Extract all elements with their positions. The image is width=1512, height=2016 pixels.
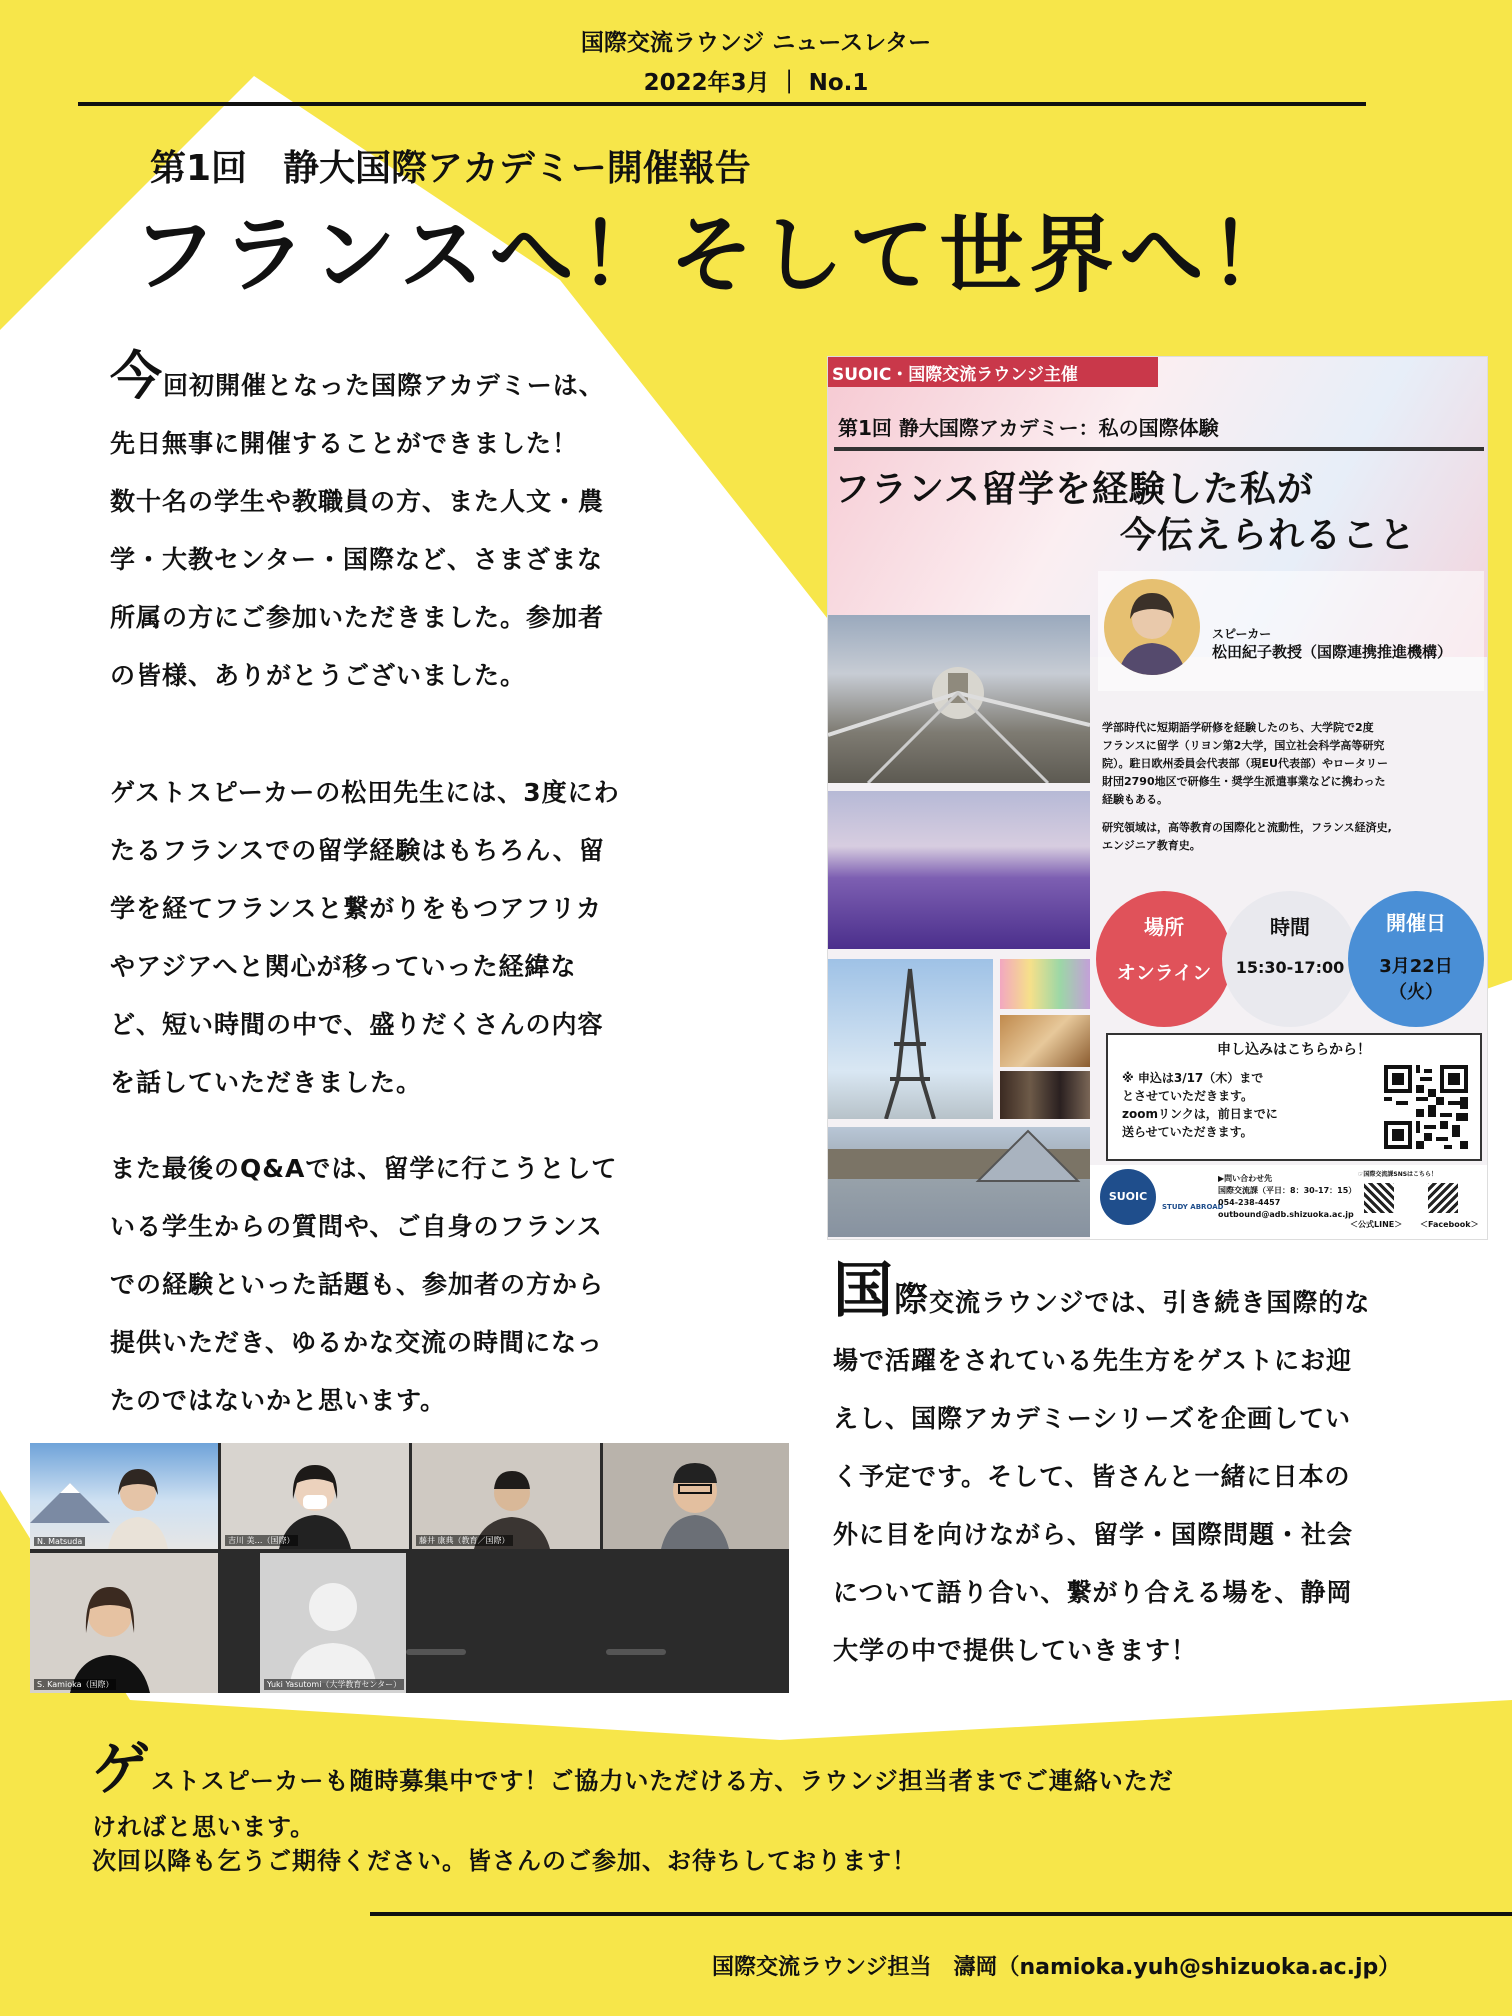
- para-line: いる学生からの質問や、ご自身のフランス: [110, 1212, 603, 1241]
- louvre-photo: [828, 1127, 1090, 1237]
- para-line: く予定です。そして、皆さんと一緒に日本の: [833, 1462, 1351, 1491]
- para-line: たるフランスでの留学経験はもちろん、留: [110, 836, 605, 865]
- suoic-logo-sub: STUDY ABROAD: [1162, 1203, 1224, 1211]
- apply-box: 申し込みはこちらから！ ※ 申込は3/17（木）まで とさせていただきます。 zoomリンクは，前日までに 送らせていただきます。: [1106, 1033, 1482, 1161]
- para-line: を話していただきました。: [110, 1068, 423, 1097]
- macaron-photo: [1000, 959, 1090, 1009]
- date-circle: 開催日 3月22日 （火）: [1348, 891, 1484, 1027]
- para-line: 学を経てフランスと繋がりをもつアフリカ: [110, 894, 603, 923]
- time-circle: 時間 15:30-17:00: [1222, 891, 1358, 1027]
- para-line: ゲストスピーカーの松田先生には、3度にわ: [110, 778, 620, 807]
- flyer-organizer: SUOIC・国際交流ラウンジ主催: [832, 365, 1078, 385]
- sns-title: ☞国際交流課SNSはこちら！: [1358, 1171, 1438, 1178]
- flyer-title-line2: 今伝えられること: [1120, 515, 1417, 556]
- eiffel-tower-photo: [828, 959, 993, 1119]
- flyer-contact: ▶問い合わせ先 国際交流課（平日：8：30-17：15） 054-238-4457 outbound@adb.shizuoka.ac.jp: [1218, 1174, 1357, 1219]
- line-qr-icon[interactable]: [1364, 1183, 1394, 1213]
- headline-kicker: 第1回 静大国際アカデミー開催報告: [150, 148, 751, 189]
- suoic-logo: SUOIC: [1100, 1169, 1156, 1225]
- paris-aerial-photo: [828, 615, 1090, 783]
- closing-line: ければと思います。: [92, 1813, 316, 1841]
- zoom-scroll-indicator[interactable]: [606, 1649, 666, 1655]
- drop-cap: ゲ: [92, 1735, 152, 1803]
- para-line: について語り合い、繋がり合える場を、静岡: [833, 1578, 1353, 1607]
- intro-line: の皆様、ありがとうございました。: [110, 661, 527, 690]
- intro-line: 学・大教センター・国際など、さまざまな: [110, 545, 604, 574]
- drop-cap: 国: [833, 1256, 894, 1326]
- para-line: えし、国際アカデミーシリーズを企画してい: [833, 1404, 1352, 1433]
- speaker-name: 松田紀子教授（国際連携推進機構）: [1212, 643, 1453, 661]
- zoom-screenshot: [30, 1443, 789, 1693]
- intro-line: 先日無事に開催することができました！: [110, 429, 579, 458]
- flyer-subtitle: 第1回 静大国際アカデミー：私の国際体験: [838, 416, 1219, 440]
- participant-tile: Yuki Yasutomi（大学教育センター）: [260, 1553, 406, 1693]
- speaker-role: スピーカー: [1212, 627, 1272, 641]
- wine-photo: [1000, 1071, 1090, 1119]
- place-circle: 場所 オンライン: [1096, 891, 1232, 1027]
- zoom-scroll-indicator[interactable]: [406, 1649, 466, 1655]
- speaker-paragraph: [110, 764, 740, 1112]
- event-flyer: [827, 356, 1488, 1240]
- speaker-photo: [1104, 579, 1200, 675]
- headline-title: フランスへ！そして世界へ！: [132, 206, 1300, 304]
- para-line: 提供いただき、ゆるかな交流の時間になっ: [110, 1328, 604, 1357]
- para-line: での経験といった話題も、参加者の方から: [110, 1270, 605, 1299]
- issue-info: 2022年3月 ｜ No.1: [643, 70, 869, 96]
- sns-line-label: ＜公式LINE＞: [1350, 1220, 1403, 1229]
- participant-tile: [603, 1443, 789, 1549]
- participant-tile: 吉川 美…（国際）: [221, 1443, 409, 1549]
- para-line: 大学の中で提供していきます！: [833, 1636, 1198, 1665]
- closing-line: 次回以降も乞うご期待ください。皆さんのご参加、お待ちしております！: [92, 1847, 917, 1875]
- sns-facebook-label: ＜Facebook＞: [1420, 1220, 1479, 1229]
- para-line: やアジアへと関心が移っていった経緯な: [110, 952, 577, 981]
- para-line: 場で活躍をされている先生方をゲストにお迎: [833, 1346, 1353, 1375]
- qa-paragraph: [110, 1140, 740, 1430]
- facebook-qr-icon[interactable]: [1428, 1183, 1458, 1213]
- para-line: ど、短い時間の中で、盛りだくさんの内容: [110, 1010, 604, 1039]
- lavender-field-photo: [828, 791, 1090, 949]
- participant-tile: 藤井 康典（教育／国際）: [412, 1443, 600, 1549]
- para-line: 外に目を向けながら、留学・国際問題・社会: [833, 1520, 1354, 1549]
- intro-line: 数十名の学生や教職員の方、また人文・農: [110, 487, 605, 516]
- newsletter-title: 国際交流ラウンジ ニュースレター: [580, 30, 932, 56]
- closing-paragraph: ゲストスピーカーも随時募集中です！ご協力いただける方、ラウンジ担当者までご連絡いただ ければと思います。 次回以降も乞うご期待ください。皆さんのご参加、お待ちしております！: [92, 1740, 1492, 1878]
- header-rule: [78, 102, 1366, 106]
- para-line: また最後のQ&Aでは、留学に行こうとして: [110, 1154, 618, 1183]
- flyer-rule: [834, 447, 1484, 451]
- speaker-bio: 学部時代に短期語学研修を経験したのち、大学院で2度 フランスに留学（リヨン第2大学，国立社会科学高等研究 院）。駐日欧州委員会代表部（現EU代表部）やロータリー 財団2790地区で研修生・奨学生派遣事業などに携わった 経験もある。 研究領域は，高等教育の国際化と流動性，フランス経済史, エンジニア教育史。: [1102, 721, 1392, 852]
- pastry-photo: [1000, 1015, 1090, 1067]
- footer-contact: 国際交流ラウンジ担当 濤岡（namioka.yuh@shizuoka.ac.jp）: [712, 1955, 1401, 1980]
- participant-tile: S. Kamioka（国際）: [30, 1553, 218, 1693]
- lounge-paragraph: 国際交流ラウンジでは、引き続き国際的な 場で活躍をされている先生方をゲストにお迎 えし、国際アカデミーシリーズを企画してい く予定です。そして、皆さんと一緒に日本の 外に目を向けながら、留学・国際問題・社会 について語り合い、繋がり合える場を、静岡 大学の中で提供していきます！: [833, 1262, 1493, 1680]
- flyer-title-line1: フランス留学を経験した私が: [834, 469, 1314, 510]
- participant-tile: N. Matsuda: [30, 1443, 218, 1549]
- drop-cap: 今: [110, 347, 164, 407]
- intro-line: 所属の方にご参加いただきました。参加者: [110, 603, 605, 632]
- para-line: たのではないかと思います。: [110, 1386, 447, 1415]
- intro-paragraph: 今回初開催となった国際アカデミーは、 先日無事に開催することができました！ 数十名の学生や教職員の方、また人文・農 学・大教センター・国際など、さまざまな 所属の方にご参加いただきました。参加者 の皆様、ありがとうございました。: [110, 348, 740, 705]
- footer-rule: [370, 1912, 1512, 1916]
- qr-code-icon[interactable]: [1384, 1065, 1468, 1149]
